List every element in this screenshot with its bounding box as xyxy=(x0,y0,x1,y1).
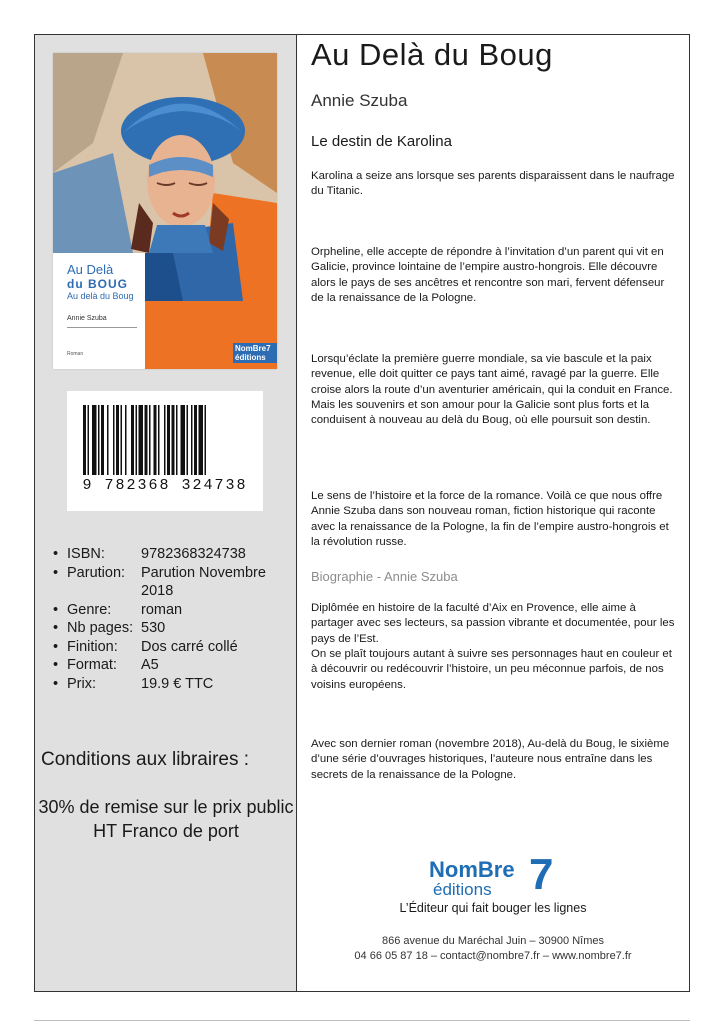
biography-title: Biographie - Annie Szuba xyxy=(311,569,458,584)
barcode-bar xyxy=(139,405,144,475)
cover-publisher-logo: NomBre7 éditions xyxy=(233,343,277,363)
barcode-bar xyxy=(187,405,189,475)
biography-paragraph: Avec son dernier roman (novembre 2018), Au-delà du Boug, le sixième d’une série d’ouvrages historiques, l’auteure nous entraîne dans les secrets de la renaissance de la Pologne. xyxy=(311,738,670,781)
barcode-bar xyxy=(116,405,119,475)
section-title: Le destin de Karolina xyxy=(311,133,452,150)
barcode-bar xyxy=(101,405,104,475)
left-sidebar xyxy=(35,35,297,991)
barcode-bars xyxy=(83,405,247,475)
spec-item-parution: • Parution: Parution Novembre 2018 xyxy=(53,564,266,599)
barcode-bar xyxy=(172,405,175,475)
summary-paragraph: Lorsqu’éclate la première guerre mondiale, sa vie bascule et la paix revenue, elle doit quitter ce pays tant aimé, ravagé par la guerre. Elle croise alors la route d’un aventurier américain, qui la conduit en France. Mais les souvenirs et son amour pour la Galicie sont plus forts et la conduisent à nouveau au delà du Boug, où elle poursuit son destin. xyxy=(311,353,673,427)
summary-paragraph: Karolina a seize ans lorsque ses parents disparaissent dans le naufrage du Titanic. xyxy=(311,170,675,198)
barcode-bar xyxy=(199,405,204,475)
spec-item-pages: • Nb pages: 530 xyxy=(53,620,166,636)
barcode-bar xyxy=(205,405,207,475)
barcode-bar xyxy=(98,405,100,475)
barcode-bar xyxy=(92,405,97,475)
barcode-bar xyxy=(113,405,115,475)
spec-list xyxy=(53,545,289,693)
flyer-sheet xyxy=(34,34,690,992)
spec-item-prix: • Prix: 19.9 € TTC xyxy=(53,675,214,692)
cover-subtitle: Au delà du Boug xyxy=(67,291,134,301)
book-cover xyxy=(53,53,277,369)
barcode-bar xyxy=(125,405,127,475)
barcode-bar xyxy=(88,405,90,475)
barcode-bar xyxy=(145,405,148,475)
barcode-bar xyxy=(121,405,123,475)
barcode xyxy=(67,391,263,511)
book-author: Annie Szuba xyxy=(311,91,408,110)
spec-item-isbn: • ISBN: 9782368324738 xyxy=(53,546,246,562)
spec-item-format: • Format: A5 xyxy=(53,657,159,673)
conditions-text: 30% de remise sur le prix public HT Franco de port xyxy=(38,797,294,841)
cover-genre: Roman xyxy=(67,351,84,357)
summary-paragraph: Le sens de l’histoire et la force de la romance. Voilà ce que nous offre Annie Szuba dans son nouveau roman, fiction historique qui raconte avec la renaissance de la Pologne, la fin de l’empire austro-hongrois et la révolution russe. xyxy=(311,490,669,548)
biography-paragraph: On se plaît toujours autant à suivre ses personnages haut en couleur et à découvrir ou redécouvrir l’histoire, un peu méconnue parfois, de nos voisins européens. xyxy=(311,648,672,691)
barcode-bar xyxy=(191,405,193,475)
barcode-bar xyxy=(194,405,197,475)
summary-paragraph: Orpheline, elle accepte de répondre à l’invitation d’un parent qui vit en Galicie, province lointaine de l’empire austro-hongrois. Elle découvre alors le pays de ses ancêtres et rencontre son mari, fervent défenseur de la renaissance de la Pologne. xyxy=(311,246,665,304)
publisher-address: 866 avenue du Maréchal Juin – 30900 Nîmes xyxy=(382,935,604,947)
barcode-bar xyxy=(149,405,151,475)
cover-divider xyxy=(67,327,137,328)
cover-title-line1: Au Delà xyxy=(67,262,114,277)
conditions-title: Conditions aux libraires : xyxy=(41,749,250,770)
cover-author: Annie Szuba xyxy=(67,315,107,322)
book-title: Au Delà du Boug xyxy=(311,37,553,72)
publisher-logo-editions: éditions xyxy=(433,880,492,897)
biography-paragraph: Diplômée en histoire de la faculté d’Aix en Provence, elle aime à partager avec ses lecteurs, sa passion vibrante et documentée, pour les pays de l’Est. xyxy=(311,602,675,645)
publisher-logo-seven: 7 xyxy=(529,851,554,897)
barcode-bar xyxy=(181,405,186,475)
spec-item-finition: • Finition: Dos carré collé xyxy=(53,638,238,655)
publisher-logo xyxy=(427,851,557,897)
main-content xyxy=(297,35,689,991)
barcode-bar xyxy=(158,405,160,475)
footer-divider xyxy=(34,1020,690,1021)
barcode-bar xyxy=(164,405,166,475)
cover-title-line2: du BOUG xyxy=(67,277,128,291)
barcode-bar xyxy=(136,405,138,475)
barcode-number: 9 782368 324738 xyxy=(82,477,248,494)
barcode-bar xyxy=(176,405,178,475)
barcode-bar xyxy=(107,405,109,475)
publisher-slogan: L’Éditeur qui fait bouger les lignes xyxy=(399,901,587,915)
publisher-logo-name: NomBre xyxy=(429,857,515,882)
publisher-contact: 04 66 05 87 18 – contact@nombre7.fr – www.nombre7.fr xyxy=(354,950,632,962)
barcode-bar xyxy=(154,405,157,475)
barcode-bar xyxy=(167,405,170,475)
barcode-bar xyxy=(83,405,86,475)
barcode-bar xyxy=(131,405,134,475)
spec-item-genre: • Genre: roman xyxy=(53,601,183,618)
